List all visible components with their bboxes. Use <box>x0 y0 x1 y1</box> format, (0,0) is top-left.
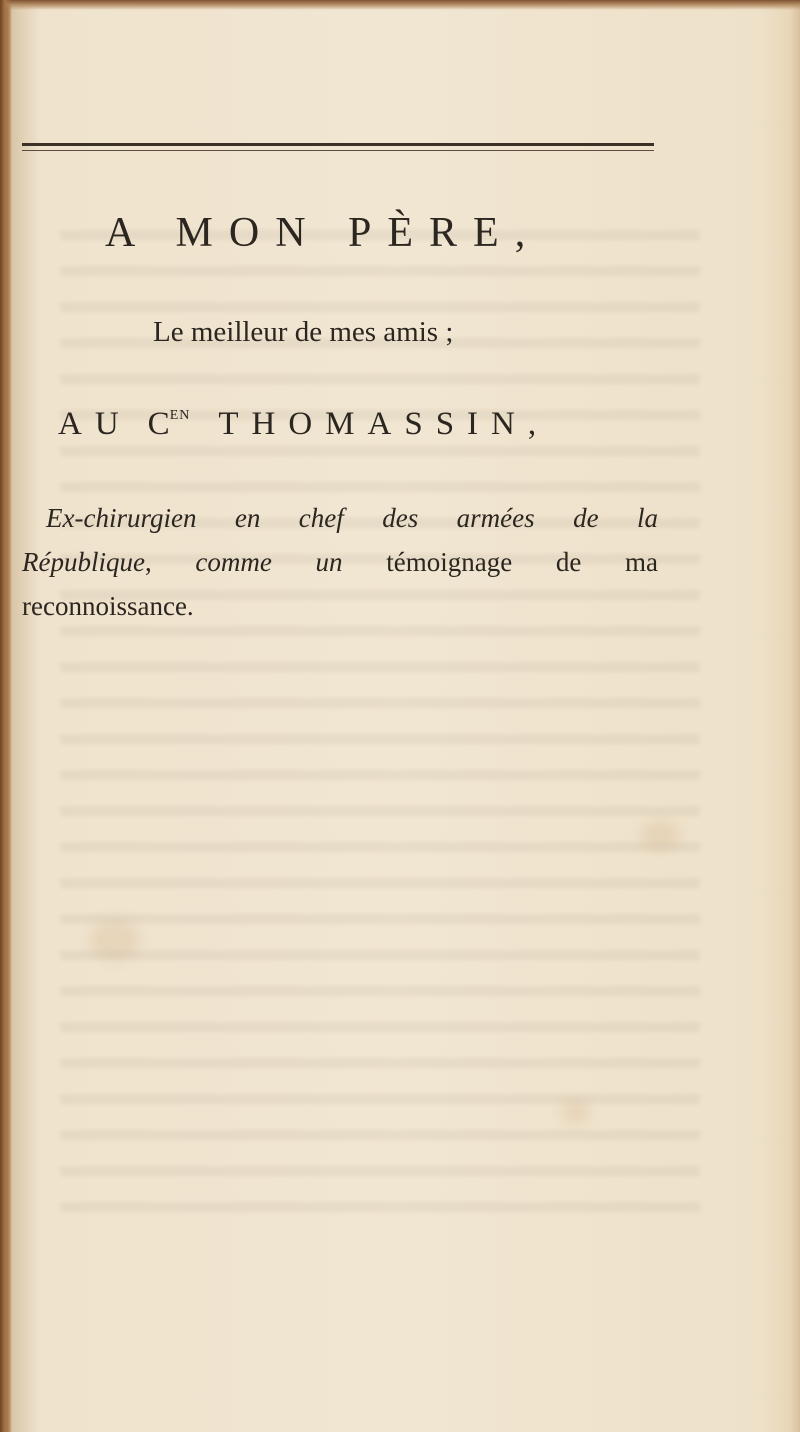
recipient-name: THOMASSIN, <box>218 406 550 442</box>
foxing-spot <box>90 920 140 960</box>
body-line-1-italic: Ex-chirurgien en chef des armées de la <box>46 503 658 533</box>
body-line-1 <box>22 496 658 540</box>
dedication-heading: A MON PÈRE, <box>105 210 542 256</box>
dedication-recipient <box>58 408 549 441</box>
show-through-text <box>60 230 700 1230</box>
dedication-body <box>22 496 658 628</box>
temoignage-phrase: témoignage de ma <box>342 547 658 577</box>
citizen-superscript: EN <box>169 408 191 423</box>
foxing-spot <box>560 1100 590 1124</box>
citizen-abbreviation <box>148 406 191 442</box>
body-comma: , <box>144 547 196 577</box>
body-line-3: reconnoissance. <box>22 591 194 621</box>
header-rule-thin <box>22 150 654 151</box>
body-line-2 <box>22 540 658 584</box>
comme-un-phrase: comme un <box>195 547 343 577</box>
page-top-edge <box>0 0 800 10</box>
citizen-letter: C <box>147 406 170 442</box>
foxing-spot <box>640 820 680 850</box>
recipient-prefix: AU <box>58 406 132 442</box>
header-rule-thick <box>22 143 654 146</box>
republique-word: République <box>22 547 145 577</box>
page-gutter-edge <box>0 0 12 1432</box>
dedication-subheading: Le meilleur de mes amis ; <box>153 316 454 348</box>
